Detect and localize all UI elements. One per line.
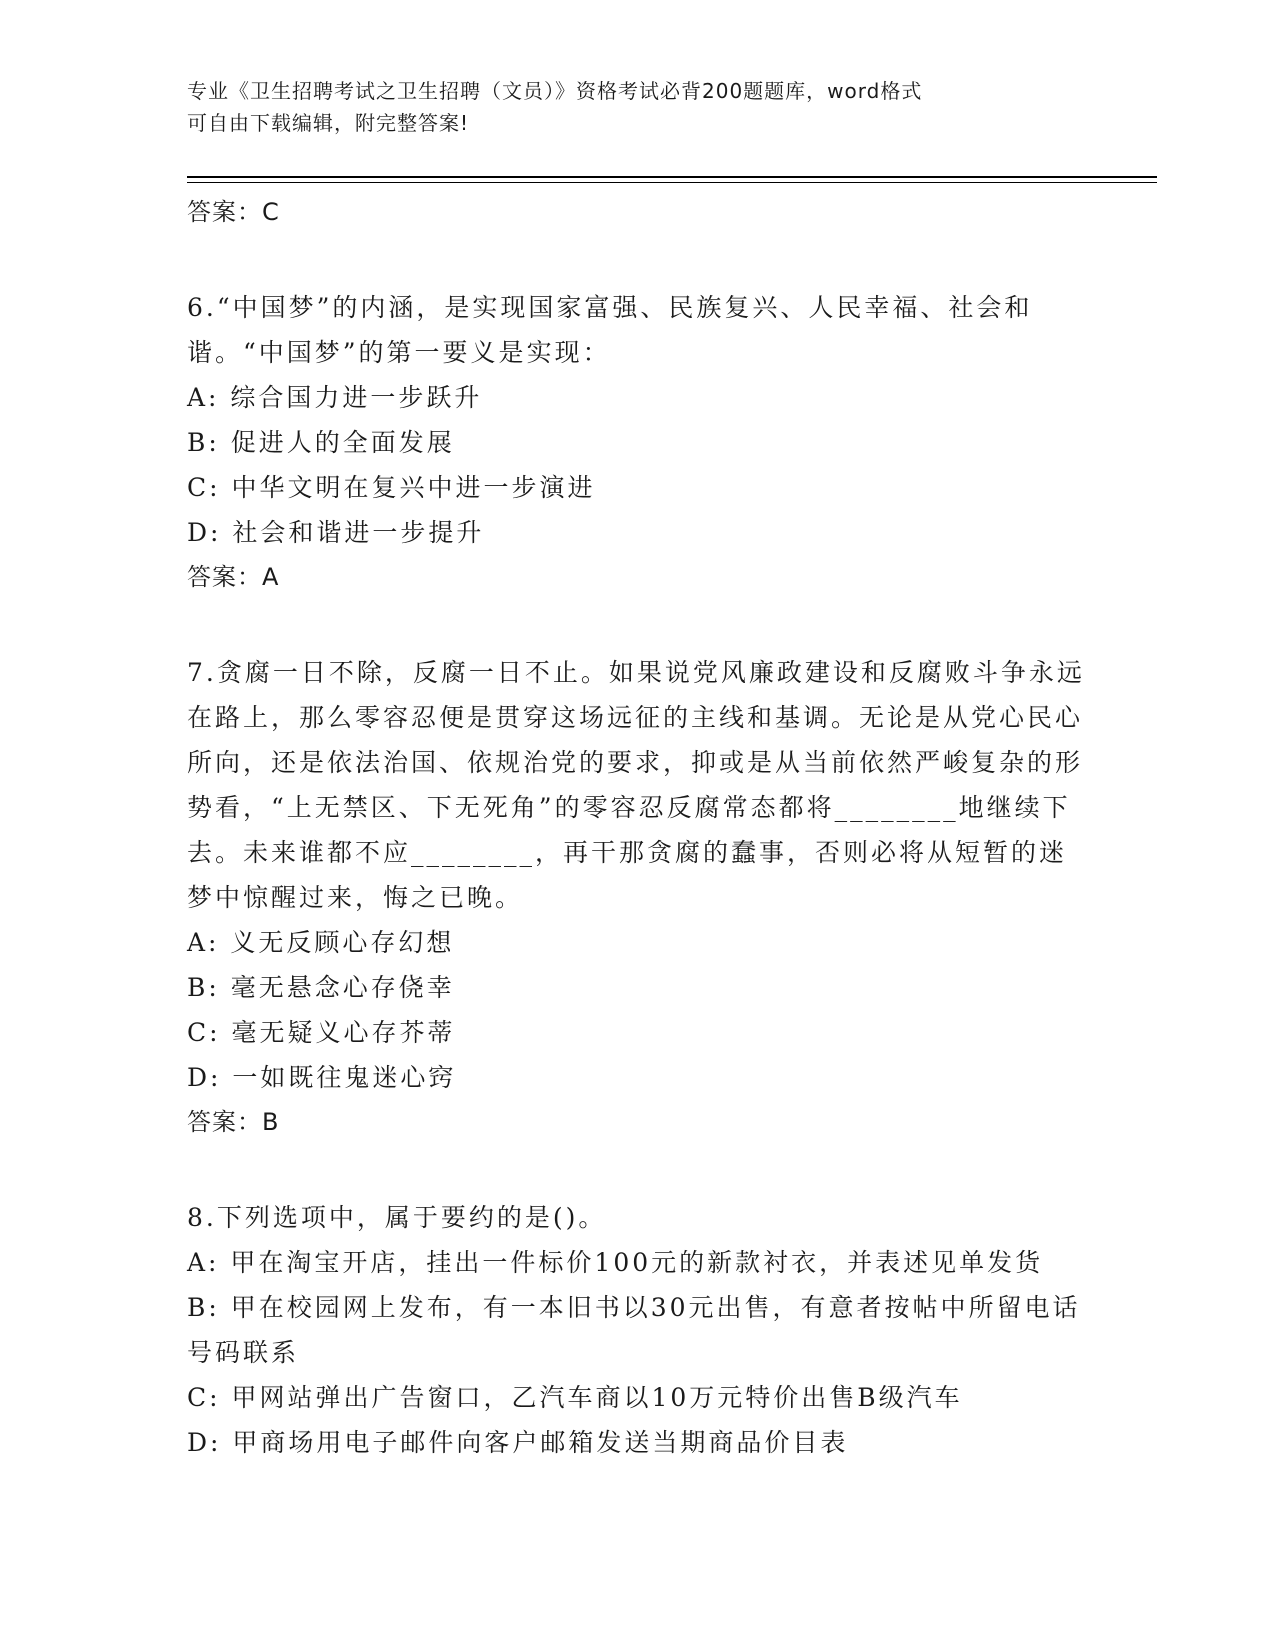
question-6-option-c: C: 中华文明在复兴中进一步演进 — [187, 473, 596, 502]
question-7-option-c: C: 毫无疑义心存芥蒂 — [187, 1018, 456, 1047]
header-rule-thin — [187, 182, 1157, 183]
previous-answer: 答案：C — [187, 198, 280, 226]
header-line-1: 专业《卫生招聘考试之卫生招聘（文员）》资格考试必背200题题库，word格式 — [187, 79, 923, 103]
question-7-answer: 答案：B — [187, 1108, 280, 1136]
question-8-stem: 8.下列选项中，属于要约的是()。 — [187, 1203, 607, 1232]
question-6-option-a: A: 综合国力进一步跃升 — [187, 383, 483, 412]
spacer — [187, 235, 1087, 285]
question-8 — [187, 1195, 1087, 1465]
question-6-answer: 答案：A — [187, 563, 280, 591]
question-6-stem: 6.“中国梦”的内涵，是实现国家富强、民族复兴、人民幸福、社会和谐。“中国梦”的第一要义是实现： — [187, 293, 1033, 367]
question-6-option-d: D: 社会和谐进一步提升 — [187, 518, 485, 547]
question-7-option-d: D: 一如既往鬼迷心窍 — [187, 1063, 457, 1092]
document-header — [187, 75, 1087, 139]
question-8-option-a: A: 甲在淘宝开店，挂出一件标价100元的新款衬衣，并表述见单发货 — [187, 1248, 1044, 1277]
spacer — [187, 600, 1087, 650]
question-7 — [187, 650, 1087, 1145]
header-line-2: 可自由下载编辑，附完整答案! — [187, 111, 470, 135]
question-8-option-d: D: 甲商场用电子邮件向客户邮箱发送当期商品价目表 — [187, 1428, 849, 1457]
question-content — [187, 190, 1087, 1465]
spacer — [187, 1145, 1087, 1195]
question-8-option-c: C: 甲网站弹出广告窗口，乙汽车商以10万元特价出售B级汽车 — [187, 1383, 963, 1412]
question-7-stem: 7.贪腐一日不除，反腐一日不止。如果说党风廉政建设和反腐败斗争永远在路上，那么零容忍便是贯穿这场远征的主线和基调。无论是从党心民心所向，还是依法治国、依规治党的要求，抑或是从当前依然严峻复杂的形势看，“上无禁区、下无死角”的零容忍反腐常态都将________地继续下去。未来谁都不应________，再干那贪腐的蠢事，否则必将从短暂的迷梦中惊醒过来，悔之已晚。 — [187, 658, 1085, 912]
question-7-option-a: A: 义无反顾心存幻想 — [187, 928, 455, 957]
header-rule-thick — [187, 176, 1157, 178]
question-6-option-b: B: 促进人的全面发展 — [187, 428, 455, 457]
question-6 — [187, 285, 1087, 600]
question-7-option-b: B: 毫无悬念心存侥幸 — [187, 973, 455, 1002]
question-8-option-b: B: 甲在校园网上发布，有一本旧书以30元出售，有意者按帖中所留电话号码联系 — [187, 1293, 1081, 1367]
